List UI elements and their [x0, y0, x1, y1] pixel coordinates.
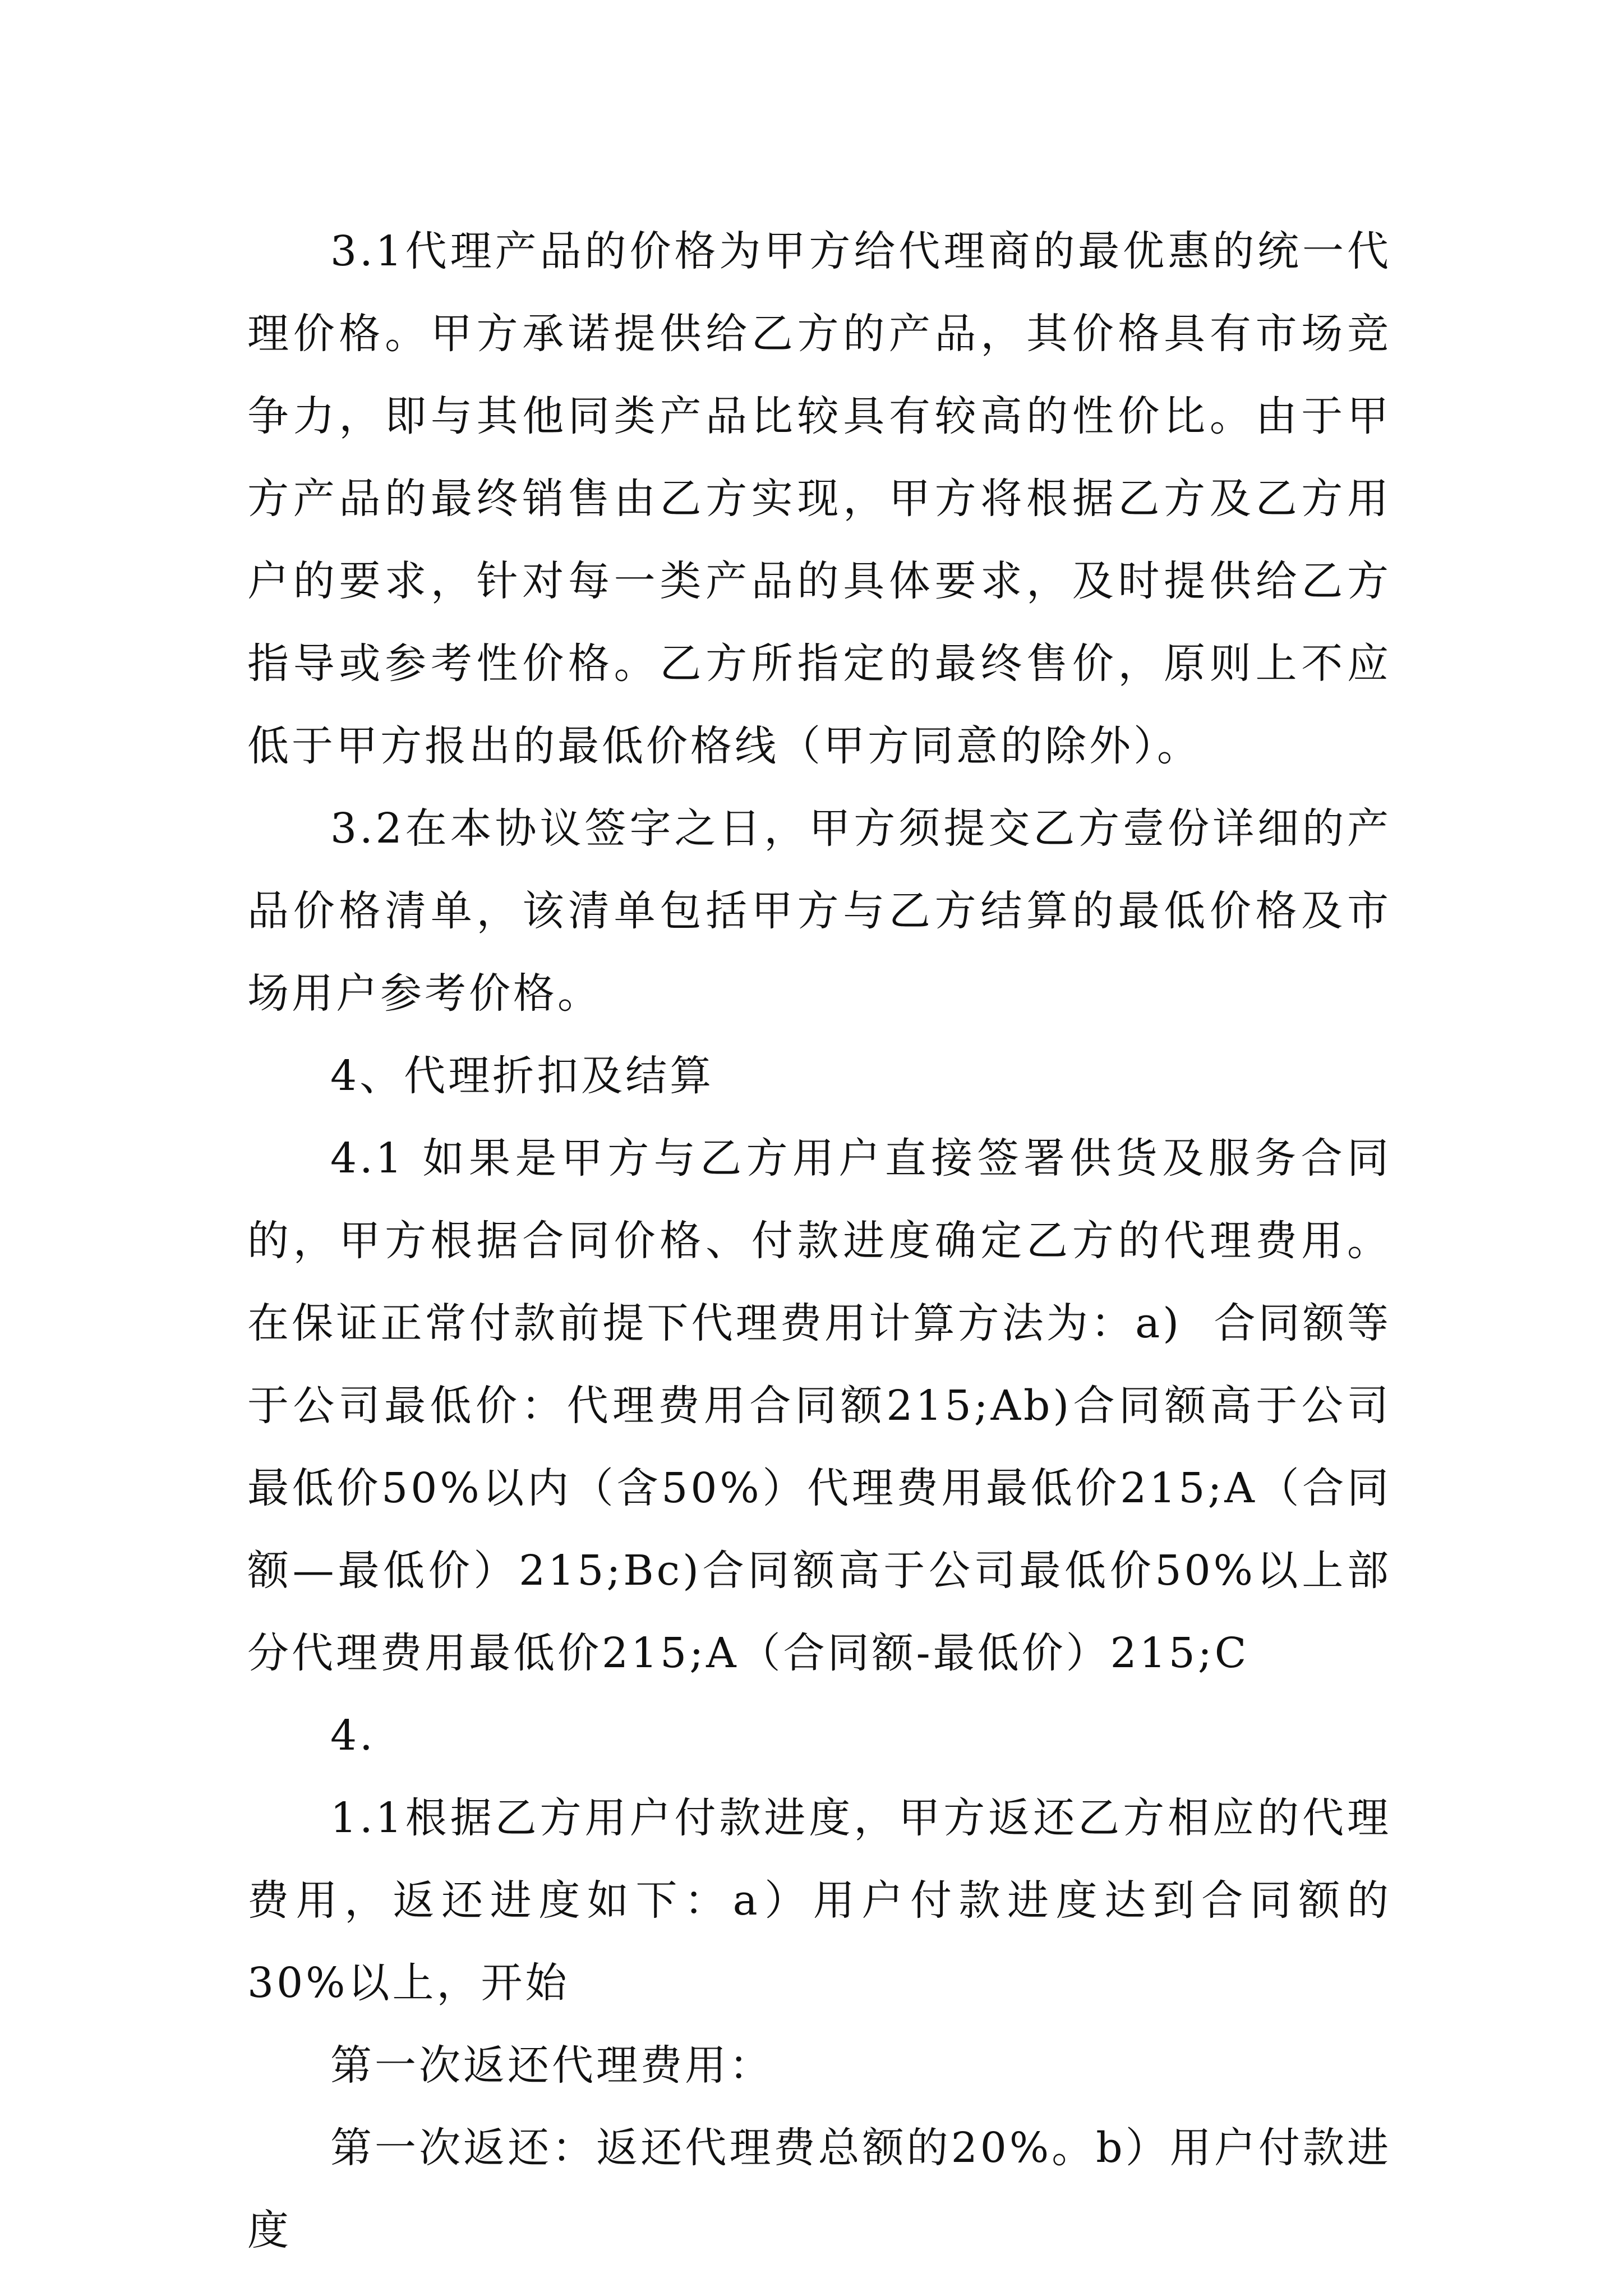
paragraph-4-1: 4.1 如果是甲方与乙方用户直接签署供货及服务合同的，甲方根据合同价格、付款进度确定乙方的代理费用。在保证正常付款前提下代理费用计算方法为：a) 合同额等于公司最低价：代理费用合同额215;Ab)合同额高于公司最低价50%以内（含50%）代理费用最低价215;A（合同额—最低价）215;Bc)合同额高于公司最低价50%以上部分代理费用最低价215;A（合同额-最低价）215;C [247, 1134, 1391, 1677]
paragraph-first-refund: 第一次返还：返还代理费总额的20%。b）用户付款进度 [247, 2124, 1391, 2254]
paragraph-1-1: 1.1根据乙方用户付款进度，甲方返还乙方相应的代理费用，返还进度如下：a）用户付款进度达到合同额的30%以上，开始 [247, 1794, 1391, 2007]
paragraph-3-2: 3.2在本协议签字之日，甲方须提交乙方壹份详细的产品价格清单，该清单包括甲方与乙方结算的最低价格及市场用户参考价格。 [247, 804, 1391, 1018]
document-body [247, 210, 1391, 2272]
paragraph-3-1: 3.1代理产品的价格为甲方给代理商的最优惠的统一代理价格。甲方承诺提供给乙方的产品，其价格具有市场竞争力，即与其他同类产品比较具有较高的性价比。由于甲方产品的最终销售由乙方实现，甲方将根据乙方及乙方用户的要求，针对每一类产品的具体要求，及时提供给乙方指导或参考性价格。乙方所指定的最终售价，原则上不应低于甲方报出的最低价格线（甲方同意的除外）。 [247, 227, 1391, 770]
paragraph-4-number: 4. [330, 1711, 376, 1760]
paragraph-first-refund-heading: 第一次返还代理费用： [330, 2041, 773, 2090]
section-heading-4: 4、代理折扣及结算 [330, 1052, 714, 1100]
